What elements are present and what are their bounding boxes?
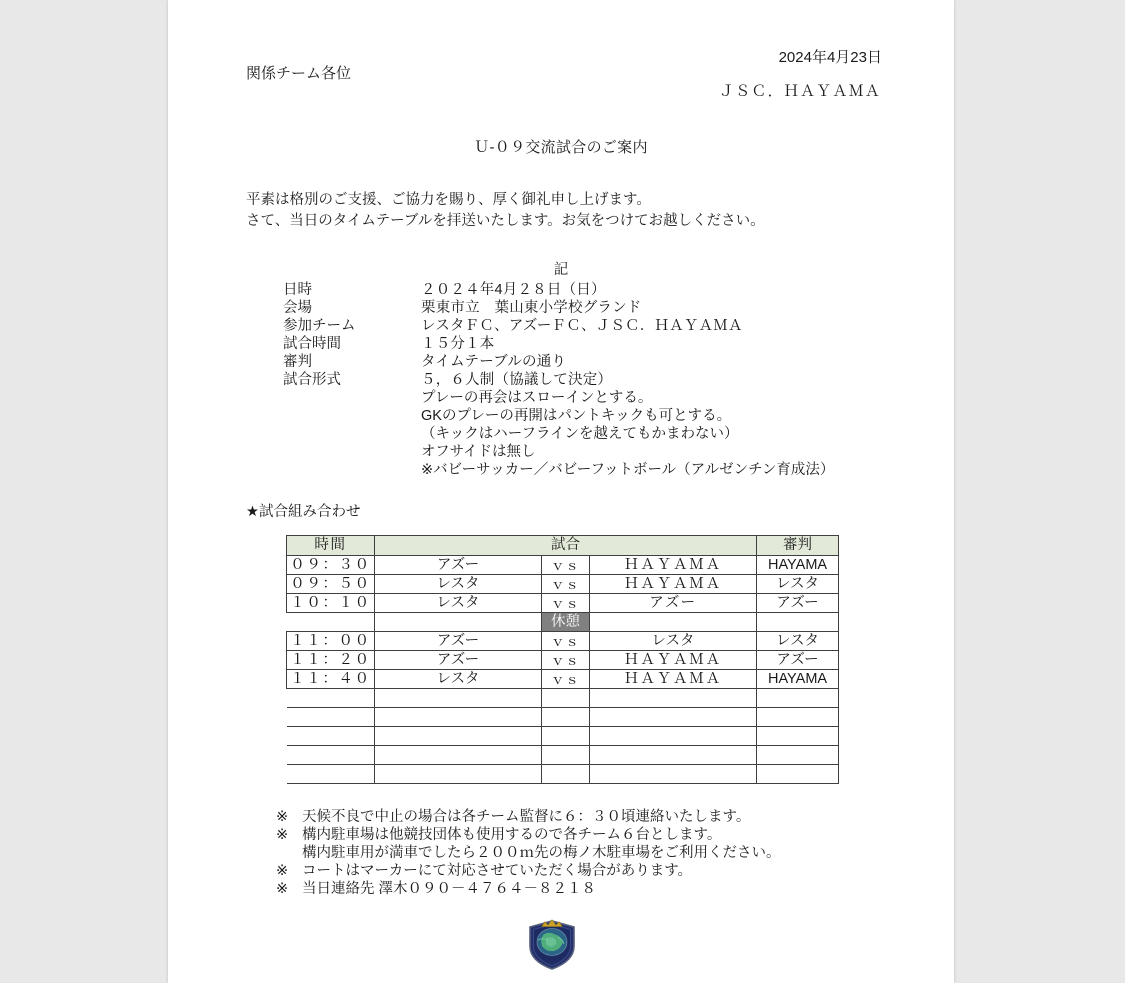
detail-value-venue: 栗東市立 葉山東小学校グランド bbox=[421, 300, 642, 316]
cell-team2: ＨＡＹＡＭＡ bbox=[590, 556, 757, 575]
cell-break-label: 休憩 bbox=[542, 613, 590, 632]
schedule-table-body bbox=[287, 556, 839, 784]
schedule-section-heading: ★試合組み合わせ bbox=[246, 504, 361, 520]
table-row bbox=[287, 575, 839, 594]
footer-notes bbox=[276, 808, 781, 898]
cell-team1: レスタ bbox=[375, 594, 542, 613]
cell-team1: アズー bbox=[375, 556, 542, 575]
cell-referee: アズー bbox=[757, 594, 839, 613]
cell-team2 bbox=[590, 746, 757, 765]
cell-time bbox=[287, 689, 375, 708]
document-page bbox=[168, 0, 954, 983]
detail-row-referee bbox=[283, 353, 743, 371]
note-marker: ※ bbox=[276, 863, 289, 879]
cell-time bbox=[287, 727, 375, 746]
cell-time bbox=[287, 765, 375, 784]
cell-referee bbox=[757, 708, 839, 727]
cell-referee: レスタ bbox=[757, 575, 839, 594]
table-row bbox=[287, 651, 839, 670]
cell-referee bbox=[757, 765, 839, 784]
detail-label-matchtime: 試合時間 bbox=[283, 336, 341, 352]
schedule-table-container bbox=[286, 535, 838, 784]
note-marker: ※ bbox=[276, 827, 289, 843]
note-marker: ※ bbox=[276, 881, 289, 897]
detail-value-format: ５，６人制（協議して決定） bbox=[421, 372, 613, 388]
cell-time bbox=[287, 708, 375, 727]
table-row-empty bbox=[287, 708, 839, 727]
cell-time bbox=[287, 613, 375, 632]
detail-label-datetime: 日時 bbox=[283, 282, 312, 298]
cell-vs bbox=[542, 708, 590, 727]
cell-team2: レスタ bbox=[590, 632, 757, 651]
note-marker: ※ bbox=[276, 809, 289, 825]
cell-referee bbox=[757, 727, 839, 746]
cell-team2 bbox=[590, 765, 757, 784]
cell-team2 bbox=[590, 689, 757, 708]
issuing-organization: ＪＳＣ．ＨＡＹＡＭＡ bbox=[718, 83, 881, 100]
schedule-table bbox=[286, 535, 839, 784]
cell-team2: ＨＡＹＡＭＡ bbox=[590, 670, 757, 689]
cell-team1 bbox=[375, 613, 542, 632]
detail-label-format: 試合形式 bbox=[283, 372, 341, 388]
cell-team1 bbox=[375, 746, 542, 765]
cell-vs: ｖｓ bbox=[542, 651, 590, 670]
cell-team1: アズー bbox=[375, 632, 542, 651]
cell-time: １１：００ bbox=[287, 632, 375, 651]
ki-marker: 記 bbox=[553, 262, 569, 278]
detail-label-referee: 審判 bbox=[283, 354, 312, 370]
greeting-block bbox=[246, 190, 765, 232]
cell-time: ０９：５０ bbox=[287, 575, 375, 594]
letter-body bbox=[168, 0, 954, 983]
page-title: Ｕ-０９交流試合のご案内 bbox=[474, 139, 648, 156]
cell-team2: ＨＡＹＡＭＡ bbox=[590, 651, 757, 670]
sub-rule-5: ※バビーサッカー／バビーフットボール（アルゼンチン育成法） bbox=[421, 462, 835, 478]
sub-rule-3: （キックはハーフラインを越えてもかまわない） bbox=[421, 426, 739, 442]
cell-team2 bbox=[590, 708, 757, 727]
detail-value-referee: タイムテーブルの通り bbox=[421, 354, 567, 370]
note-text: 天候不良で中止の場合は各チーム監督に６：３０頃連絡いたします。 bbox=[302, 809, 751, 825]
table-row bbox=[287, 670, 839, 689]
event-details-list bbox=[283, 281, 743, 389]
document-date: 2024年4月23日 bbox=[778, 49, 882, 66]
column-header-time: 時間 bbox=[287, 536, 375, 556]
column-header-referee: 審判 bbox=[757, 536, 839, 556]
cell-referee bbox=[757, 746, 839, 765]
greeting-line-1: 平素は格別のご支援、ご協力を賜り、厚く御礼申し上げます。 bbox=[246, 192, 651, 208]
cell-time: １０：１０ bbox=[287, 594, 375, 613]
note-text: 当日連絡先 澤木０９０－４７６４－８２１８ bbox=[302, 881, 597, 897]
cell-referee: レスタ bbox=[757, 632, 839, 651]
shield-crest-icon bbox=[524, 916, 580, 972]
cell-vs: ｖｓ bbox=[542, 556, 590, 575]
sub-rules-block bbox=[421, 389, 834, 479]
cell-team1 bbox=[375, 727, 542, 746]
cell-team2 bbox=[590, 727, 757, 746]
cell-team1: アズー bbox=[375, 651, 542, 670]
note-item bbox=[276, 808, 781, 826]
table-row-empty bbox=[287, 727, 839, 746]
cell-team1 bbox=[375, 708, 542, 727]
addressee: 関係チーム各位 bbox=[246, 65, 352, 82]
cell-team2: ＨＡＹＡＭＡ bbox=[590, 575, 757, 594]
cell-team1: レスタ bbox=[375, 670, 542, 689]
cell-referee: HAYAMA bbox=[757, 556, 839, 575]
note-item bbox=[276, 826, 781, 844]
cell-vs: ｖｓ bbox=[542, 594, 590, 613]
cell-time: ０９：３０ bbox=[287, 556, 375, 575]
cell-time: １１：２０ bbox=[287, 651, 375, 670]
cell-team1 bbox=[375, 765, 542, 784]
sub-rule-4: オフサイドは無し bbox=[421, 444, 536, 460]
column-header-match: 試合 bbox=[375, 536, 757, 556]
cell-vs: ｖｓ bbox=[542, 670, 590, 689]
detail-label-venue: 会場 bbox=[283, 300, 312, 316]
schedule-header-row bbox=[287, 536, 839, 556]
table-row-empty bbox=[287, 746, 839, 765]
detail-value-matchtime: １５分１本 bbox=[421, 336, 495, 352]
cell-team1 bbox=[375, 689, 542, 708]
table-row-empty bbox=[287, 765, 839, 784]
detail-row-venue bbox=[283, 299, 743, 317]
cell-vs bbox=[542, 765, 590, 784]
table-row bbox=[287, 594, 839, 613]
detail-value-teams: レスタＦＣ、アズーＦＣ、ＪＳＣ．ＨＡＹＡＭＡ bbox=[421, 318, 743, 334]
cell-time bbox=[287, 746, 375, 765]
cell-vs bbox=[542, 689, 590, 708]
detail-label-teams: 参加チーム bbox=[283, 318, 356, 334]
table-row-break bbox=[287, 613, 839, 632]
schedule-table-head bbox=[287, 536, 839, 556]
cell-vs: ｖｓ bbox=[542, 632, 590, 651]
cell-time: １１：４０ bbox=[287, 670, 375, 689]
detail-row-format bbox=[283, 371, 743, 389]
greeting-line-2: さて、当日のタイムテーブルを拝送いたします。お気をつけてお越しください。 bbox=[246, 213, 765, 229]
table-row bbox=[287, 632, 839, 651]
table-row-empty bbox=[287, 689, 839, 708]
note-text: コートはマーカーにて対応させていただく場合があります。 bbox=[302, 863, 693, 879]
note-text-continued: 構内駐車用が満車でしたら２００ｍ先の梅ノ木駐車場をご利用ください。 bbox=[302, 845, 781, 861]
club-crest-logo bbox=[524, 916, 580, 972]
cell-referee: HAYAMA bbox=[757, 670, 839, 689]
detail-value-datetime: ２０２４年4月２８日（日） bbox=[421, 282, 606, 298]
cell-team1: レスタ bbox=[375, 575, 542, 594]
cell-vs: ｖｓ bbox=[542, 575, 590, 594]
cell-referee bbox=[757, 689, 839, 708]
cell-referee: アズー bbox=[757, 651, 839, 670]
sub-rule-2: GKのプレーの再開はパントキックも可とする。 bbox=[421, 408, 732, 424]
cell-referee bbox=[757, 613, 839, 632]
sub-rule-1: プレーの再会はスローインとする。 bbox=[421, 390, 653, 406]
table-row bbox=[287, 556, 839, 575]
cell-team2 bbox=[590, 613, 757, 632]
detail-row-teams bbox=[283, 317, 743, 335]
cell-vs bbox=[542, 727, 590, 746]
cell-team2: アズー bbox=[590, 594, 757, 613]
cell-vs bbox=[542, 746, 590, 765]
note-text: 構内駐車場は他競技団体も使用するので各チーム６台とします。 bbox=[302, 827, 722, 843]
detail-row-matchtime bbox=[283, 335, 743, 353]
note-item bbox=[276, 862, 781, 880]
note-item bbox=[276, 880, 781, 898]
detail-row-datetime bbox=[283, 281, 743, 299]
